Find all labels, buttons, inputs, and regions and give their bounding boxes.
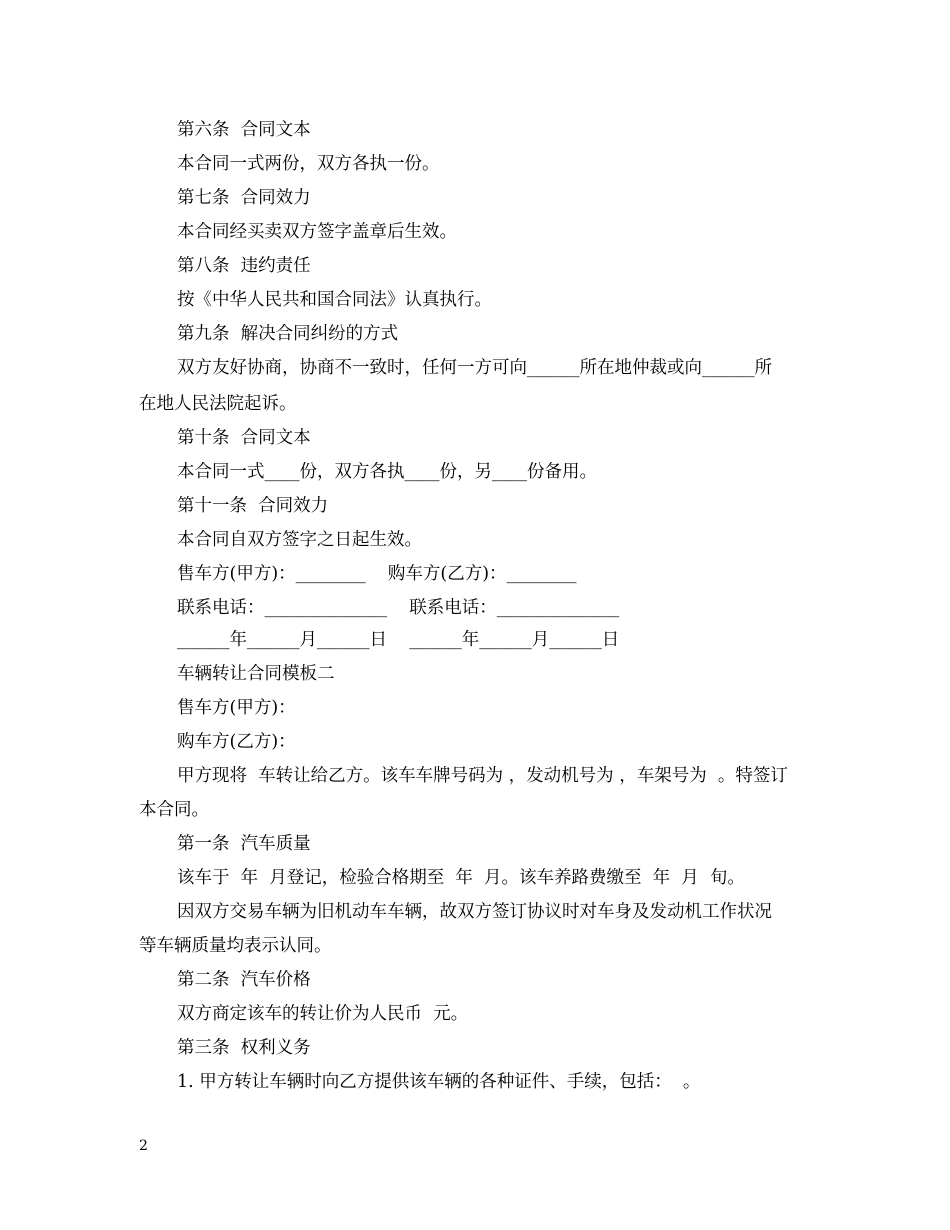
clause-3-heading: 第三条 权利义务 [177,1038,311,1058]
article-8-text: 按《中华人民共和国合同法》认真执行。 [177,290,492,310]
clause-1-heading: 第一条 汽车质量 [177,834,311,854]
clause-2-heading: 第二条 汽车价格 [177,970,311,990]
article-10-heading: 第十条 合同文本 [177,428,311,448]
clause-3-item-1: 1. 甲方转让车辆时向乙方提供该车辆的各种证件、手续，包括： 。 [177,1072,701,1092]
article-10-text: 本合同一式____份，双方各执____份，另____份备用。 [177,462,597,482]
buyer-party: 购车方(乙方)： [177,732,296,752]
seller-party: 售车方(甲方)： [177,698,296,718]
parties-signature-line: 售车方(甲方)：________ 购车方(乙方)：________ [177,564,577,584]
article-9-text-line2: 在地人民法院起诉。 [139,394,297,414]
intro-paragraph-line2: 本合同。 [139,800,209,820]
article-6-heading: 第六条 合同文本 [177,120,311,140]
page-number: 2 [139,1138,148,1154]
article-11-heading: 第十一条 合同效力 [177,496,329,516]
template-2-title: 车辆转让合同模板二 [177,664,335,684]
contact-phone-line: 联系电话：______________ 联系电话：______________ [177,598,620,618]
clause-1-text: 该车于 年 月登记，检验合格期至 年 月。该车养路费缴至 年 月 旬。 [177,868,745,888]
article-9-heading: 第九条 解决合同纠纷的方式 [177,324,399,344]
article-11-text: 本合同自双方签字之日起生效。 [177,530,422,550]
clause-1-para2-line2: 等车辆质量均表示认同。 [139,936,332,956]
intro-paragraph-line1: 甲方现将 车转让给乙方。该车车牌号码为 ，发动机号为 ，车架号为 。特签订 [177,766,788,786]
article-8-heading: 第八条 违约责任 [177,256,311,276]
article-7-heading: 第七条 合同效力 [177,188,311,208]
article-9-text-line1: 双方友好协商，协商不一致时，任何一方可向______所在地仲裁或向______所 [177,358,772,378]
clause-2-text: 双方商定该车的转让价为人民币 元。 [177,1004,469,1024]
clause-1-para2-line1: 因双方交易车辆为旧机动车车辆，故双方签订协议时对车身及发动机工作状况 [177,902,772,922]
date-line: ______年______月______日 ______年______月______日 [177,630,620,650]
article-7-text: 本合同经买卖双方签字盖章后生效。 [177,222,457,242]
article-6-text: 本合同一式两份，双方各执一份。 [177,154,440,174]
